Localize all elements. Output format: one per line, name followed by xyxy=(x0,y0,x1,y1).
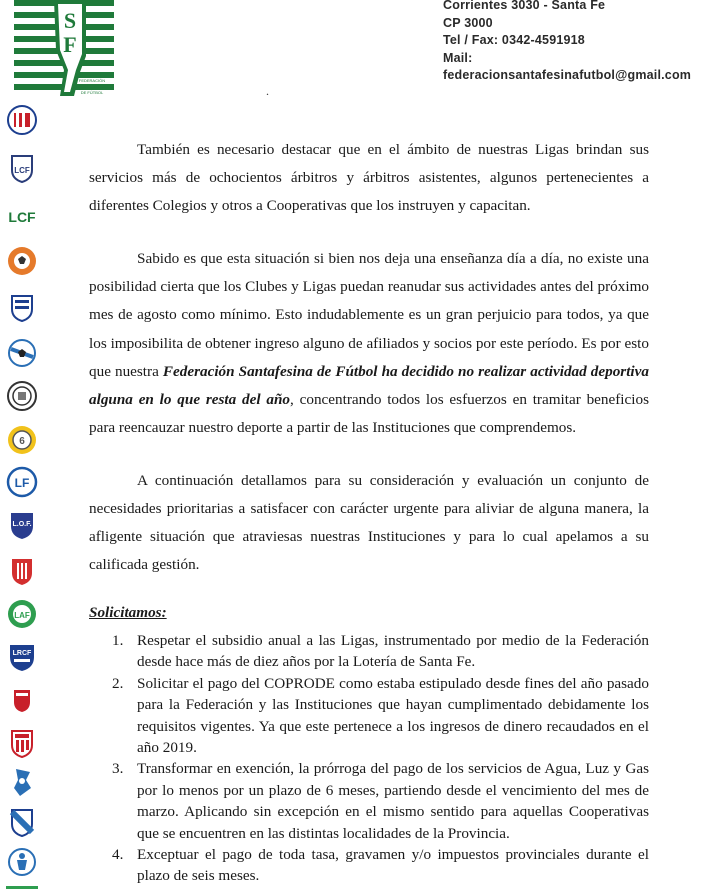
stray-mark: . xyxy=(266,84,269,98)
club-crest-blue-diagonal xyxy=(6,806,38,838)
club-crest-red-stripes xyxy=(6,104,38,136)
club-crest-blue-shield xyxy=(6,291,38,323)
club-crest-red-white xyxy=(6,727,38,759)
request-item: 4. Exceptuar el pago de toda tasa, gravamen y/o impuestos provinciales durante el plazo de seis meses. xyxy=(112,846,649,885)
svg-text:L.O.F.: L.O.F. xyxy=(12,521,32,528)
logo-letter-f: F xyxy=(63,32,77,57)
svg-text:LCF: LCF xyxy=(8,209,36,225)
federation-logo xyxy=(14,0,114,98)
club-crest-red-shield xyxy=(6,555,38,587)
svg-text:LAF: LAF xyxy=(14,611,30,620)
club-crest-ball-blue xyxy=(6,337,38,369)
club-crest-grey-round xyxy=(6,380,38,412)
paragraph-needs: A continuación detallamos para su consideración y evaluación un conjunto de necesidades prioritarias a satisfacer con carácter urgente para aliviar de alguna manera, la afligente situación que atraviesas nuestras Instituciones y para lo cual apelamos a su calificada gestión. xyxy=(89,471,649,574)
requests-list xyxy=(108,630,649,887)
decision-emphasis: Federación Santafesina de Fútbol ha decidido no realizar actividad deportiva alguna en lo que resta del año xyxy=(89,362,649,408)
contact-block xyxy=(443,0,691,85)
svg-text:6: 6 xyxy=(19,436,25,447)
mail-label: Mail: xyxy=(443,50,473,65)
email-line: federacionsantafesinafutbol@gmail.com xyxy=(443,68,692,82)
svg-text:LCF: LCF xyxy=(14,166,30,175)
paragraph-situation: Sabido es que esta situación si bien nos deja una enseñanza día a día, no existe una posibilidad cierta que los Clubes y Ligas puedan reanudar sus actividades antes del próximo mes de agosto como mínimo. Esto indudablemente es un gran perjuicio para todos, ya que los imposibilita de obtener ingreso alguno de afiliados y socios por este período. Es por esto que nuestra Federación Santafesina de Fútbol ha decidido no realizar actividad deportiva alguna en lo que resta del año, concentrando todos los esfuerzos en tramitar beneficios para reencauzar nuestro deporte a partir de las Instituciones que comprendemos. xyxy=(89,250,649,436)
requests-heading: Solicitamos: xyxy=(89,604,167,621)
phone-line: Tel / Fax: 0342-4591918 xyxy=(443,33,585,47)
request-item: 3. Transformar en exención, la prórroga del pago de los servicios de Agua, Luz y Gas por lo menos por un plazo de 6 meses, partiendo desde el vencimiento del mes de marzo. Aplicando sin excepción en el mismo sentido para aquellas Cooperativas que se encuentren en las distintas localidades de la Provincia. xyxy=(112,760,649,842)
club-crest-yellow-ball xyxy=(6,424,38,456)
svg-text:DE FÚTBOL: DE FÚTBOL xyxy=(80,90,104,95)
paragraph-arbitros: También es necesario destacar que en el ámbito de nuestras Ligas brindan sus servicios más de ochocientos árbitros y árbitros asistentes, algunos pertenecientes a diferentes Colegios y otros a Cooperativas que los instruyen y capacitan. xyxy=(89,141,649,215)
club-crest-ball-orange xyxy=(6,245,38,277)
svg-text:LF: LF xyxy=(14,476,30,490)
club-crest-blue-figure xyxy=(6,766,38,798)
postal-code-line: CP 3000 xyxy=(443,15,493,30)
club-crest-lcf-green xyxy=(6,200,38,232)
request-item: 1. Respetar el subsidio anual a las Ligas, instrumentado por medio de la Federación desde hace más de diez años por la Lotería de Santa Fe. xyxy=(112,632,649,671)
club-crest-lrcf xyxy=(6,641,38,673)
club-crest-blue-player xyxy=(6,846,38,878)
request-item: 2. Solicitar el pago del COPRODE como estaba estipulado desde fines del año pasado para la Federación y las Instituciones que hayan cumplimentado debidamente los requisitos vigentes. Ya que este pertenece a los ingresos de dinero recaudados en el año 2019. xyxy=(112,674,649,757)
logo-caption: FEDERACIÓN xyxy=(78,78,106,83)
logo-letter-s: S xyxy=(63,8,77,33)
club-crest-red-small xyxy=(6,684,38,716)
svg-text:SANTAFESINA: SANTAFESINA xyxy=(78,84,106,89)
club-crest-green-round xyxy=(6,598,38,630)
address-line: Corrientes 3030 - Santa Fe xyxy=(443,0,606,12)
club-crest-lcf xyxy=(6,152,38,184)
letter-body xyxy=(89,136,649,579)
federation-logo-emblem xyxy=(14,0,114,98)
svg-text:LRCF: LRCF xyxy=(12,650,32,657)
club-crest-lof xyxy=(6,509,38,541)
club-crest-lf-blue xyxy=(6,466,38,498)
